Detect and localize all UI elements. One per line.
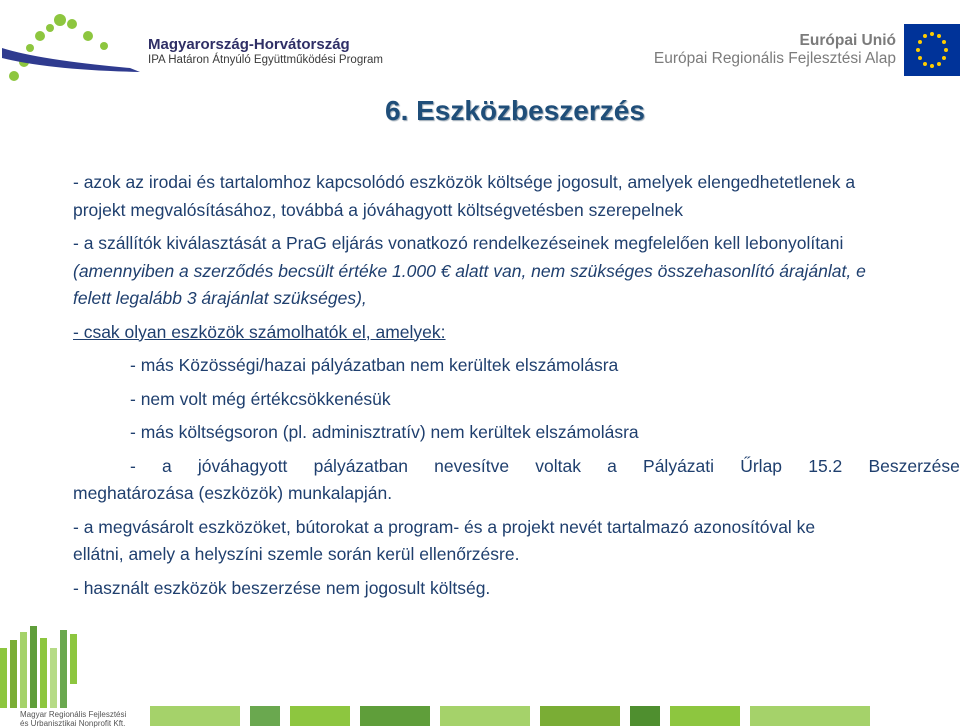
slide-title: 6. Eszközbeszerzés (385, 95, 645, 126)
sub-item: - nem volt még értékcsökkenésük (130, 388, 391, 409)
body-line: projekt megvalósításához, továbbá a jóváhagyott költségvetésben szerepelnek (73, 199, 683, 220)
bars-logo-icon (0, 618, 90, 708)
justified-line (73, 453, 960, 481)
footer-bar-segment (540, 706, 620, 726)
eu-title: Európai Unió (799, 32, 896, 49)
program-logo (0, 10, 400, 85)
slide-body (73, 169, 960, 602)
word: pályázatban (313, 455, 408, 476)
footer-color-bar (150, 706, 960, 726)
eu-flag-icon (904, 24, 960, 76)
word: Pályázati (643, 455, 715, 476)
word: a (607, 455, 617, 476)
body-line: - a megvásárolt eszközöket, bútorokat a program- és a projekt nevét tartalmazó azonosítóval ke (73, 516, 816, 537)
footer-bar-segment (440, 706, 530, 726)
body-line: - a szállítók kiválasztását a PraG eljárás vonatkozó rendelkezéseinek megfelelően kell lebonyolítani (73, 233, 844, 253)
footer-bar-segment (250, 706, 280, 726)
footer-bar-segment (290, 706, 350, 726)
body-line: - használt eszközök beszerzése nem jogosult költség. (73, 577, 491, 598)
body-line: (amennyiben a szerződés becsült értéke 1.000 € alatt van, nem szükséges összehasonlító árajánlat, e (73, 260, 866, 281)
program-title: Magyarország-Horvátország (148, 36, 350, 53)
eu-logo (650, 22, 960, 78)
program-logo-icon (0, 10, 150, 85)
word: Beszerzése (868, 455, 960, 476)
program-subtitle: IPA Határon Átnyúló Együttműködési Program (148, 54, 384, 66)
body-line: felett legalább 3 árajánlat szükséges), (73, 288, 367, 308)
footer-bar-segment (630, 706, 660, 726)
word: 15.2 (808, 455, 843, 476)
word: a (162, 455, 172, 476)
footer-bar-segment (150, 706, 240, 726)
header (0, 0, 960, 90)
sub-item: - más költségsoron (pl. adminisztratív) nem kerültek elszámolásra (130, 422, 639, 442)
word: Űrlap (740, 455, 783, 476)
org-name: Magyar Regionális Fejlesztési és Urbanisztikai Nonprofit Kft. (20, 710, 127, 728)
body-line: - csak olyan eszközök számolhatók el, amelyek: (73, 321, 446, 342)
footer-bar-segment (750, 706, 870, 726)
eu-subtitle: Európai Regionális Fejlesztési Alap (653, 50, 896, 67)
word: - (130, 455, 136, 476)
body-line: ellátni, amely a helyszíni szemle során kerül ellenőrzésre. (73, 544, 520, 564)
sub-item: - más Közösségi/hazai pályázatban nem kerültek elszámolásra (130, 355, 619, 375)
word: jóváhagyott (197, 455, 288, 476)
body-line: - azok az irodai és tartalomhoz kapcsolódó eszközök költsége jogosult, amelyek elengedhetetlenek a (73, 172, 856, 192)
word: voltak (535, 455, 581, 476)
body-line: meghatározása (eszközök) munkalapján. (73, 483, 393, 503)
footer-bar-segment (670, 706, 740, 726)
footer-logo (0, 618, 130, 726)
word: nevesítve (434, 455, 510, 476)
footer-bar-segment (360, 706, 430, 726)
